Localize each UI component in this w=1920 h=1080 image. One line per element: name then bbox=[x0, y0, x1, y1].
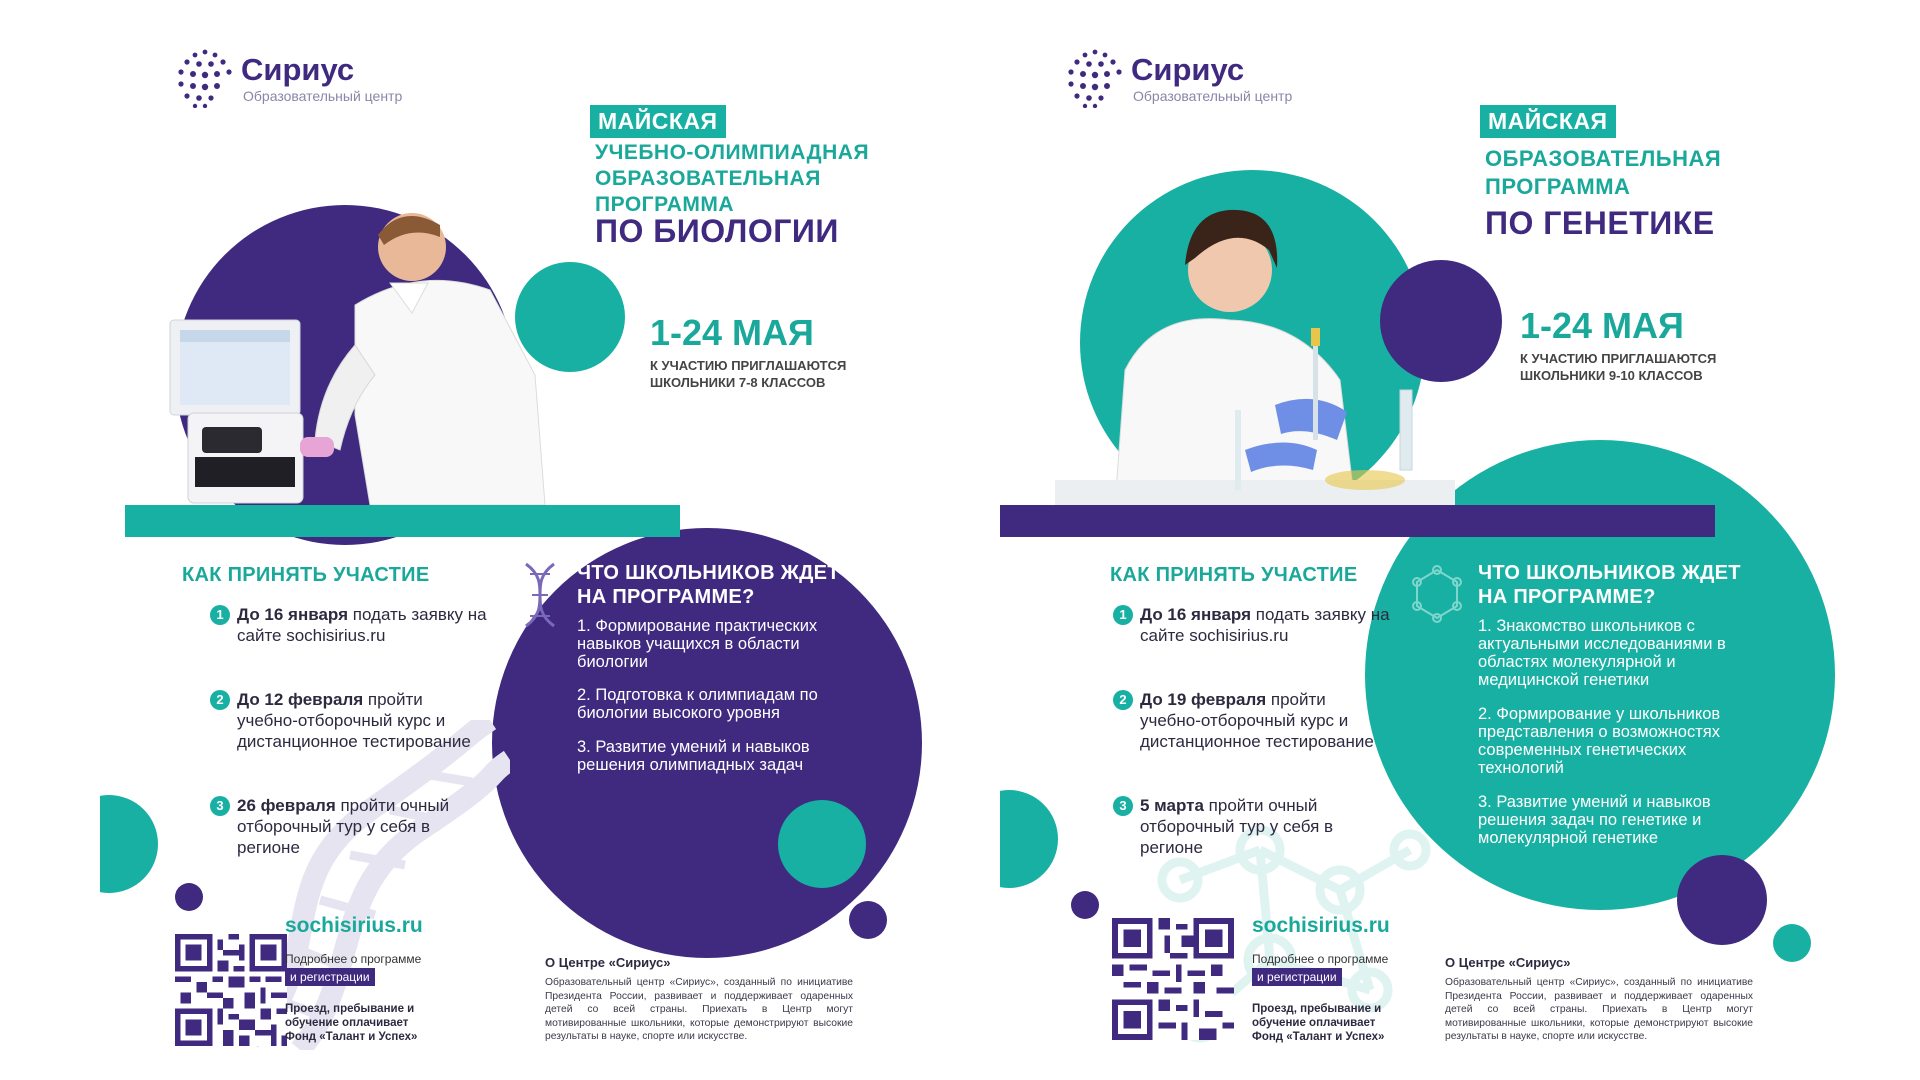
step-date: До 16 января bbox=[237, 605, 349, 624]
about-title: О Центре «Сириус» bbox=[1445, 955, 1571, 970]
step-number: 3 bbox=[210, 796, 230, 816]
qr-code-icon bbox=[175, 934, 287, 1046]
step-date: До 16 января bbox=[1140, 605, 1252, 624]
invite-line: ШКОЛЬНИКИ 7-8 КЛАССОВ bbox=[650, 375, 826, 390]
program-dates: 1-24 МАЯ bbox=[650, 312, 814, 353]
program-dates: 1-24 МАЯ bbox=[1520, 305, 1684, 346]
invite-text bbox=[650, 357, 846, 391]
invite-line: К УЧАСТИЮ ПРИГЛАШАЮТСЯ bbox=[650, 358, 847, 373]
sirius-dots-icon bbox=[175, 48, 235, 108]
title-line: ОБРАЗОВАТЕЛЬНАЯ bbox=[595, 167, 821, 190]
molecule-icon bbox=[1407, 564, 1467, 624]
fund-text: Проезд, пребывание и обучение оплачивает Фонд «Талант и Успех» bbox=[285, 1003, 418, 1043]
step-number: 1 bbox=[210, 605, 230, 625]
step-date: До 19 февраля bbox=[1140, 690, 1267, 709]
teal-half-left bbox=[1000, 790, 1058, 888]
step-text: подать заявку на сайте sochisirius.ru bbox=[1140, 605, 1390, 645]
qr-code[interactable] bbox=[1112, 918, 1234, 1040]
about-text: Образовательный центр «Сириус», созданный по инициативе Президента России, развивает и поддерживает одаренных детей со всей страны. Приехать в Центр могут мотивированные школьники, которые демонстрируют высокие результаты в науке, спорте или искусстве. bbox=[545, 977, 853, 1042]
photo-student-lab bbox=[140, 195, 610, 505]
step-text: пройти учебно-отборочный курс и дистанционное тестирование bbox=[237, 690, 471, 751]
more-info-highlight: и регистрации bbox=[285, 968, 375, 986]
purple-dot-left bbox=[1071, 891, 1099, 919]
about-text: Образовательный центр «Сириус», созданный по инициативе Президента России, развивает и поддерживает одаренных детей со всей страны. Приехать в Центр могут мотивированные школьники, которые демонстрируют высокие результаты в науке, спорте или искусстве. bbox=[1445, 977, 1753, 1042]
program-title-teal bbox=[595, 140, 869, 218]
step-item bbox=[216, 689, 487, 752]
purple-dot-right bbox=[849, 901, 887, 939]
program-tag: МАЙСКАЯ bbox=[1480, 105, 1616, 138]
teal-band bbox=[125, 505, 680, 537]
step-text: подать заявку на сайте sochisirius.ru bbox=[237, 605, 487, 645]
step-item bbox=[216, 604, 487, 646]
how-to-title: КАК ПРИНЯТЬ УЧАСТИЕ bbox=[1110, 564, 1358, 586]
site-link[interactable]: sochisirius.ru bbox=[1252, 914, 1390, 937]
step-number: 3 bbox=[1113, 796, 1133, 816]
teal-circle-small bbox=[778, 800, 866, 888]
invite-line: К УЧАСТИЮ ПРИГЛАШАЮТСЯ bbox=[1520, 351, 1717, 366]
invite-line: ШКОЛЬНИКИ 9-10 КЛАССОВ bbox=[1520, 368, 1703, 383]
sirius-dots-icon bbox=[1065, 48, 1125, 108]
about-title: О Центре «Сириус» bbox=[545, 955, 671, 970]
purple-dot-left bbox=[175, 883, 203, 911]
step-item bbox=[1119, 604, 1390, 646]
wait-item: 2. Формирование у школьников представления о возможностях современных генетических технологий bbox=[1478, 705, 1721, 777]
step-text: пройти учебно-отборочный курс и дистанционное тестирование bbox=[1140, 690, 1374, 751]
qr-code[interactable] bbox=[175, 934, 287, 1046]
title-line: ПРОГРАММА bbox=[1485, 174, 1631, 199]
fund-text: Проезд, пребывание и обучение оплачивает Фонд «Талант и Успех» bbox=[1252, 1003, 1385, 1043]
step-number: 2 bbox=[1113, 690, 1133, 710]
wait-title: ЧТО ШКОЛЬНИКОВ ЖДЕТ НА ПРОГРАММЕ? bbox=[1478, 562, 1741, 608]
wait-title: ЧТО ШКОЛЬНИКОВ ЖДЕТ НА ПРОГРАММЕ? bbox=[577, 562, 840, 608]
wait-item: 3. Развитие умений и навыков решения задач по генетике и молекулярной генетике bbox=[1478, 793, 1711, 847]
qr-code-icon bbox=[1112, 918, 1234, 1040]
program-title-main: ПО ГЕНЕТИКЕ bbox=[1485, 205, 1715, 241]
step-date: 26 февраля bbox=[237, 796, 336, 815]
logo-title: Сириус bbox=[1131, 52, 1245, 87]
wait-item: 3. Развитие умений и навыков решения олимпиадных задач bbox=[577, 738, 810, 774]
more-info-highlight: и регистрации bbox=[1252, 968, 1342, 986]
how-to-title: КАК ПРИНЯТЬ УЧАСТИЕ bbox=[182, 564, 430, 586]
wait-item: 2. Подготовка к олимпиадам по биологии высокого уровня bbox=[577, 686, 818, 722]
dna-icon bbox=[518, 560, 562, 630]
more-info-text: Подробнее о программе bbox=[285, 952, 422, 966]
teal-half-left bbox=[100, 795, 158, 893]
step-text: пройти очный отборочный тур у себя в регионе bbox=[237, 796, 450, 857]
title-line: ПРОГРАММА bbox=[595, 193, 735, 216]
step-date: 5 марта bbox=[1140, 796, 1204, 815]
program-title-main: ПО БИОЛОГИИ bbox=[595, 213, 839, 249]
step-item bbox=[1119, 795, 1390, 858]
purple-band bbox=[1000, 505, 1715, 537]
title-line: УЧЕБНО-ОЛИМПИАДНАЯ bbox=[595, 141, 870, 164]
title-line: ОБРАЗОВАТЕЛЬНАЯ bbox=[1485, 146, 1722, 171]
more-info-text: Подробнее о программе bbox=[1252, 952, 1389, 966]
teal-dot-right bbox=[1773, 924, 1811, 962]
site-link[interactable]: sochisirius.ru bbox=[285, 914, 423, 937]
invite-text bbox=[1520, 350, 1716, 384]
logo-subtitle: Образовательный центр bbox=[1133, 88, 1293, 104]
program-title-teal bbox=[1485, 145, 1721, 201]
poster-biology bbox=[100, 0, 980, 1080]
wait-item: 1. Формирование практических навыков учащихся в области биологии bbox=[577, 617, 818, 671]
logo-title: Сириус bbox=[241, 52, 355, 87]
step-date: До 12 февраля bbox=[237, 690, 364, 709]
step-number: 1 bbox=[1113, 605, 1133, 625]
poster-genetics bbox=[1000, 0, 1880, 1080]
step-item bbox=[1119, 689, 1390, 752]
photo-student-lab bbox=[1055, 150, 1455, 505]
program-tag: МАЙСКАЯ bbox=[590, 105, 726, 138]
step-number: 2 bbox=[210, 690, 230, 710]
step-text: пройти очный отборочный тур у себя в регионе bbox=[1140, 796, 1334, 857]
logo-subtitle: Образовательный центр bbox=[243, 88, 403, 104]
purple-circle-small bbox=[1677, 855, 1767, 945]
wait-item: 1. Знакомство школьников с актуальными исследованиями в областях молекулярной и медицинской генетики bbox=[1478, 617, 1726, 689]
step-item bbox=[216, 795, 487, 858]
